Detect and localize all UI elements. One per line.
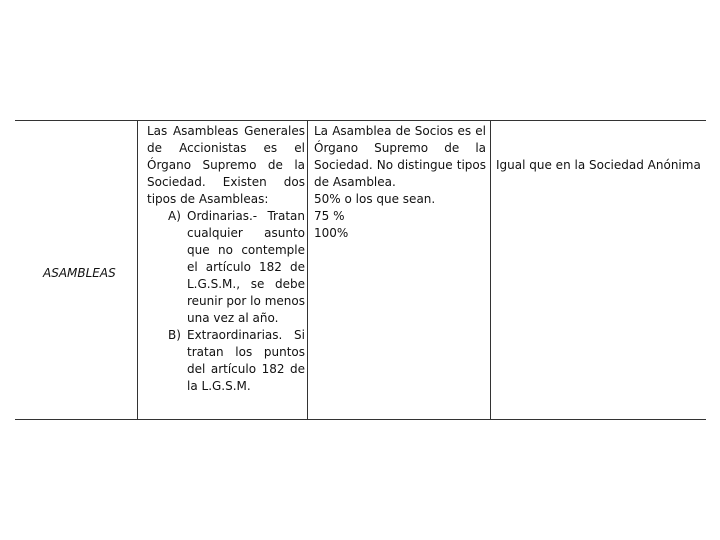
sa-intro: Las Asambleas Generales de Accionistas es el Órgano Supremo de la Sociedad. Existen dos tipos de Asambleas:	[147, 124, 305, 206]
row-label: ASAMBLEAS	[43, 266, 116, 280]
quorum-line: 100%	[314, 226, 349, 240]
quorum-line: 75 %	[314, 209, 345, 223]
list-marker: A)	[168, 209, 181, 223]
comparison-table	[15, 120, 706, 420]
list-item	[147, 327, 305, 395]
assembly-types-list	[147, 208, 305, 395]
sa-content	[147, 123, 305, 395]
other-text: Igual que en la Sociedad Anónima	[496, 158, 701, 172]
srl-text: La Asamblea de Socios es el Órgano Supremo de la Sociedad. No distingue tipos de Asamblea.	[314, 124, 486, 189]
list-item-text: Extraordinarias. Si tratan los puntos del artículo 182 de la L.G.S.M.	[187, 328, 305, 393]
srl-content	[314, 123, 486, 242]
list-item-text: Ordinarias.- Tratan cualquier asunto que no contemple el artículo 182 de L.G.S.M., se debe reunir por lo menos una vez al año.	[187, 209, 305, 325]
quorum-line: 50% o los que sean.	[314, 192, 436, 206]
srl-cell	[307, 121, 491, 419]
row-label-cell	[15, 121, 137, 419]
other-cell	[490, 121, 707, 419]
list-item	[147, 208, 305, 327]
list-marker: B)	[168, 328, 181, 342]
sa-cell	[137, 121, 308, 419]
